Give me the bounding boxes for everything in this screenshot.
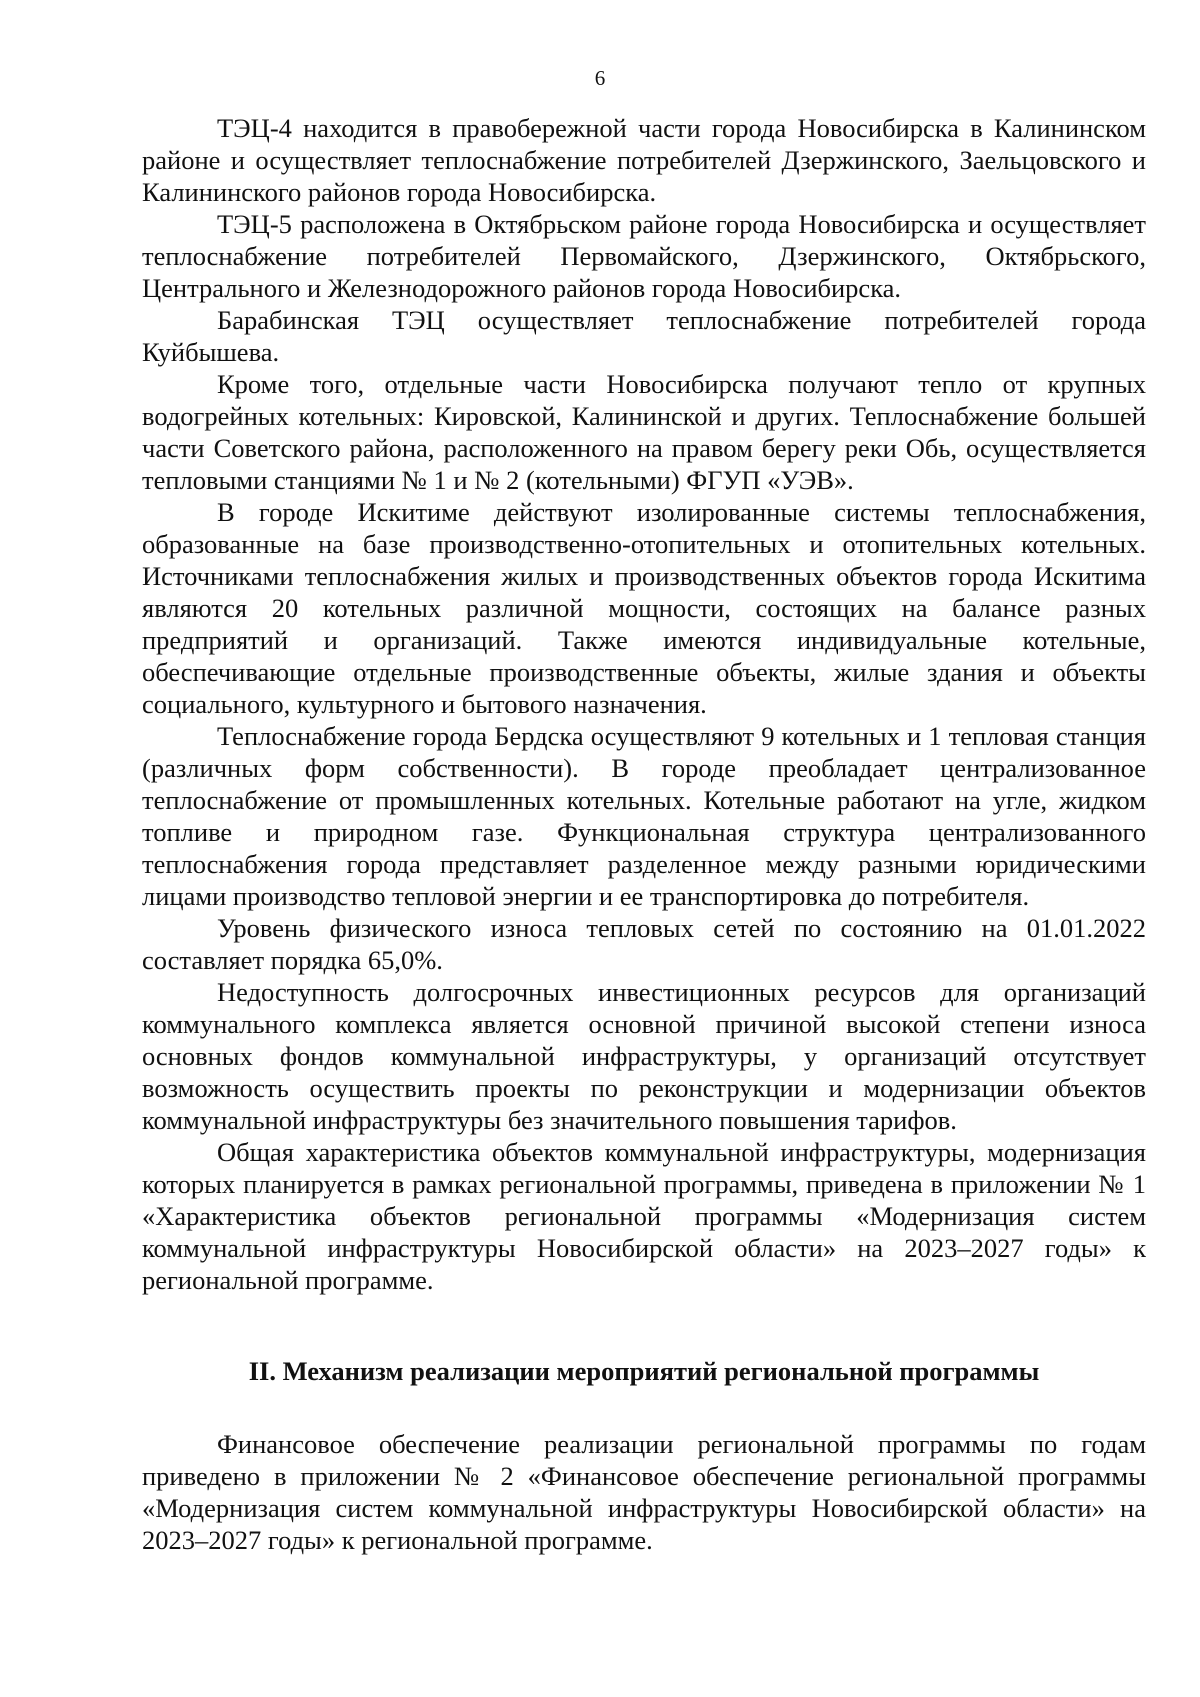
section-body (142, 1428, 1146, 1556)
page-number: 6 (594, 66, 606, 90)
paragraph-tec4: ТЭЦ-4 находится в правобережной части города Новосибирска в Калининском районе и осуществляет теплоснабжение потребителей Дзержинского, Заельцовского и Калининского районов города Новосибирска. (142, 113, 1146, 207)
paragraph-investment: Недоступность долгосрочных инвестиционных ресурсов для организаций коммунального комплекса является основной причиной высокой степени износа основных фондов коммунальной инфраструктуры, у организаций отсутствует возможность осуществить проекты по реконструкции и модернизации объектов коммунальной инфраструктуры без значительного повышения тарифов. (142, 977, 1146, 1135)
paragraph-berdsk: Теплоснабжение города Бердска осуществляют 9 котельных и 1 тепловая станция (различных форм собственности). В городе преобладает централизованное теплоснабжение от промышленных котельных. Котельные работают на угле, жидком топливе и природном газе. Функциональная структура централизованного теплоснабжения города представляет разделенное между разными юридическими лицами производство тепловой энергии и ее транспортировка до потребителя. (142, 721, 1146, 911)
paragraph-appendix-1: Общая характеристика объектов коммунальной инфраструктуры, модернизация которых планируется в рамках региональной программы, приведена в приложении № 1 «Характеристика объектов региональной программы «Модернизация систем коммунальной инфраструктуры Новосибирской области» на 2023–2027 годы» к региональной программе. (142, 1137, 1146, 1295)
paragraph-boiler-houses-novosibirsk: Кроме того, отдельные части Новосибирска получают тепло от крупных водогрейных котельных: Кировской, Калининской и других. Теплоснабжение большей части Советского района, расположенного на правом берегу реки Обь, осуществляется тепловыми станциями № 1 и № 2 (котельными) ФГУП «УЭВ». (142, 369, 1146, 495)
paragraph-barabinsk-tec: Барабинская ТЭЦ осуществляет теплоснабжение потребителей города Куйбышева. (142, 305, 1146, 367)
body-text (142, 112, 1146, 1296)
paragraph-appendix-2: Финансовое обеспечение реализации региональной программы по годам приведено в приложении № 2 «Финансовое обеспечение региональной программы «Модернизация систем коммунальной инфраструктуры Новосибирской области» на 2023–2027 годы» к региональной программе. (142, 1429, 1146, 1555)
paragraph-wear-level: Уровень физического износа тепловых сетей по состоянию на 01.01.2022 составляет порядка 65,0%. (142, 913, 1146, 975)
paragraph-tec5: ТЭЦ-5 расположена в Октябрьском районе города Новосибирска и осуществляет теплоснабжение потребителей Первомайского, Дзержинского, Октябрьского, Центрального и Железнодорожного районов города Новосибирска. (142, 209, 1146, 303)
section-heading: II. Механизм реализации мероприятий региональной программы (248, 1356, 1040, 1386)
paragraph-iskitim: В городе Искитиме действуют изолированные системы теплоснабжения, образованные на базе производственно-отопительных и отопительных котельных. Источниками теплоснабжения жилых и производственных объектов города Искитима являются 20 котельных различной мощности, состоящих на балансе разных предприятий и организаций. Также имеются индивидуальные котельные, обеспечивающие отдельные производственные объекты, жилые здания и объекты социального, культурного и бытового назначения. (142, 497, 1146, 719)
